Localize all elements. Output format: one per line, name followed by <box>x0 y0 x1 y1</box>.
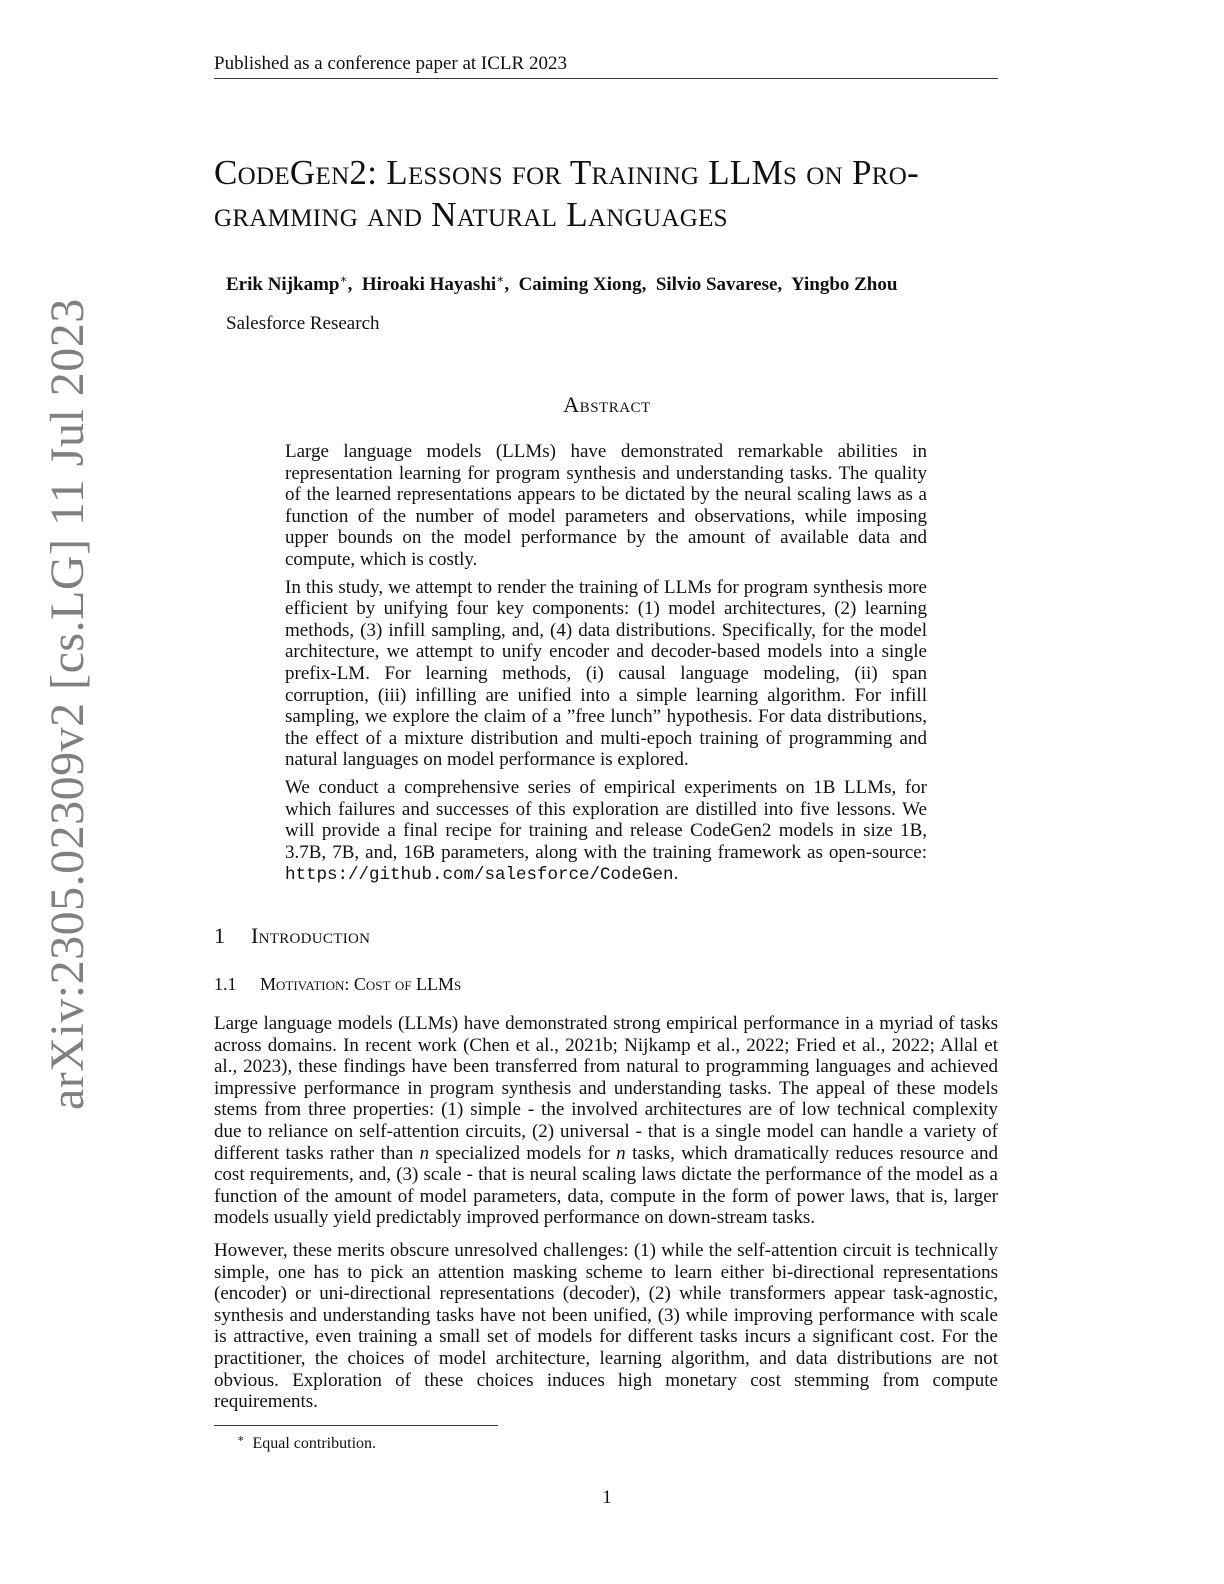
footnote-text: Equal contribution. <box>252 1435 377 1452</box>
body-text: tasks, which dramatically reduces resource and cost requirements, and, (3) scale - that is neural scaling laws dictate the performance of the model as a function of the amount of model parameters, data, compute in the form of power laws, that is, larger models usually yield predictably improved performance on down-stream tasks. <box>214 1142 998 1229</box>
arxiv-identifier-stamp: arXiv:2305.02309v2 [cs.LG] 11 Jul 2023 <box>41 298 94 1110</box>
body-text: Large language models (LLMs) have demonstrated strong empirical performance in a myriad of tasks across domains. In recent work (Chen et al., 2021b; Nijkamp et al., 2022; Fried et al., 2022; Allal et al., 2023), these findings have been transferred from natural to programming languages and achieved impressive performance in program synthesis and understanding tasks. The appeal of these models stems from three properties: (1) simple - the involved architectures are of low technical complexity due to reliance on self-attention circuits, (2) universal - that is a single model can handle a variety of different tasks rather than <box>214 1013 998 1164</box>
paper-title <box>214 152 1014 236</box>
paper-title-line-1: CodeGen2: Lessons for Training LLMs on Pro- <box>214 153 920 192</box>
author-list: Erik Nijkamp∗, Hiroaki Hayashi∗, Caiming Xiong, Silvio Savarese, Yingbo Zhou <box>226 272 898 295</box>
subsection-number: 1.1 <box>214 974 237 994</box>
section-title: Introduction <box>251 923 371 948</box>
abstract-paragraph: Large language models (LLMs) have demonstrated remarkable abilities in representation learning for program synthesis and understanding tasks. The quality of the learned representations appears to be dictated by the neural scaling laws as a function of the number of model parameters and observations, while imposing upper bounds on the model performance by the amount of available data and compute, which is costly. <box>285 441 927 570</box>
paper-title-line-2: gramming and Natural Languages <box>214 195 728 234</box>
abstract-paragraph-text: We conduct a comprehensive series of empirical experiments on 1B LLMs, for which failures and successes of this exploration are distilled into five lessons. We will provide a final recipe for training and release CodeGen2 models in size 1B, 3.7B, 7B, and, 16B parameters, along with the training framework as open-source: <box>285 776 927 863</box>
author-footnote-mark: ∗ <box>339 272 348 286</box>
author-name: Hiroaki Hayashi <box>361 274 497 295</box>
body-text: specialized models for <box>429 1142 617 1164</box>
subsection-heading <box>214 972 461 996</box>
author-name: Yingbo Zhou <box>790 274 898 295</box>
author-name: Silvio Savarese <box>655 274 778 295</box>
footnote-mark: ∗ <box>237 1433 245 1445</box>
author-affiliation: Salesforce Research <box>226 313 380 334</box>
footnote <box>237 1428 376 1455</box>
abstract-heading: Abstract <box>563 392 651 417</box>
repository-link[interactable]: https://github.com/salesforce/CodeGen <box>285 865 674 886</box>
subsection-title: Motivation: Cost of LLMs <box>260 974 462 994</box>
abstract-paragraph <box>285 777 927 887</box>
main-body-text <box>214 1013 998 1424</box>
section-heading <box>214 922 370 950</box>
abstract-paragraph: In this study, we attempt to render the training of LLMs for program synthesis more efficient by unifying four key components: (1) model architectures, (2) learning methods, (3) infill sampling, and, (4) data distributions. Specifically, for the model architecture, we attempt to unify encoder and decoder-based models into a single prefix-LM. For learning methods, (i) causal language modeling, (ii) span corruption, (iii) infilling are unified into a simple learning algorithm. For infill sampling, we explore the claim of a ”free lunch” hypothesis. For data distributions, the effect of a mixture distribution and multi-epoch training of programming and natural languages on model performance is explored. <box>285 576 927 771</box>
abstract-body <box>285 441 927 893</box>
author-name: Caiming Xiong <box>518 274 642 295</box>
author-footnote-mark: ∗ <box>496 272 505 286</box>
abstract-paragraph-end: . <box>673 863 679 885</box>
section-number: 1 <box>214 923 226 948</box>
body-paragraph: However, these merits obscure unresolved challenges: (1) while the self-attention circuit is technically simple, one has to pick an attention masking scheme to learn either bi-directional representations (encoder) or uni-directional representations (decoder), (2) while transformers appear task-agnostic, synthesis and understanding tasks have not been unified, (3) while improving performance with scale is attractive, even training a small set of models for different tasks incurs a significant cost. For the practitioner, the choices of model architecture, learning algorithm, and data distributions are not obvious. Exploration of these choices induces high monetary cost stemming from compute requirements. <box>214 1239 998 1413</box>
math-variable: n <box>616 1142 626 1164</box>
math-variable: n <box>419 1142 430 1164</box>
running-header: Published as a conference paper at ICLR 2023 <box>214 52 998 79</box>
body-paragraph <box>214 1013 998 1229</box>
footnote-rule <box>214 1425 498 1426</box>
page-number: 1 <box>602 1487 612 1508</box>
author-name: Erik Nijkamp <box>226 274 340 295</box>
